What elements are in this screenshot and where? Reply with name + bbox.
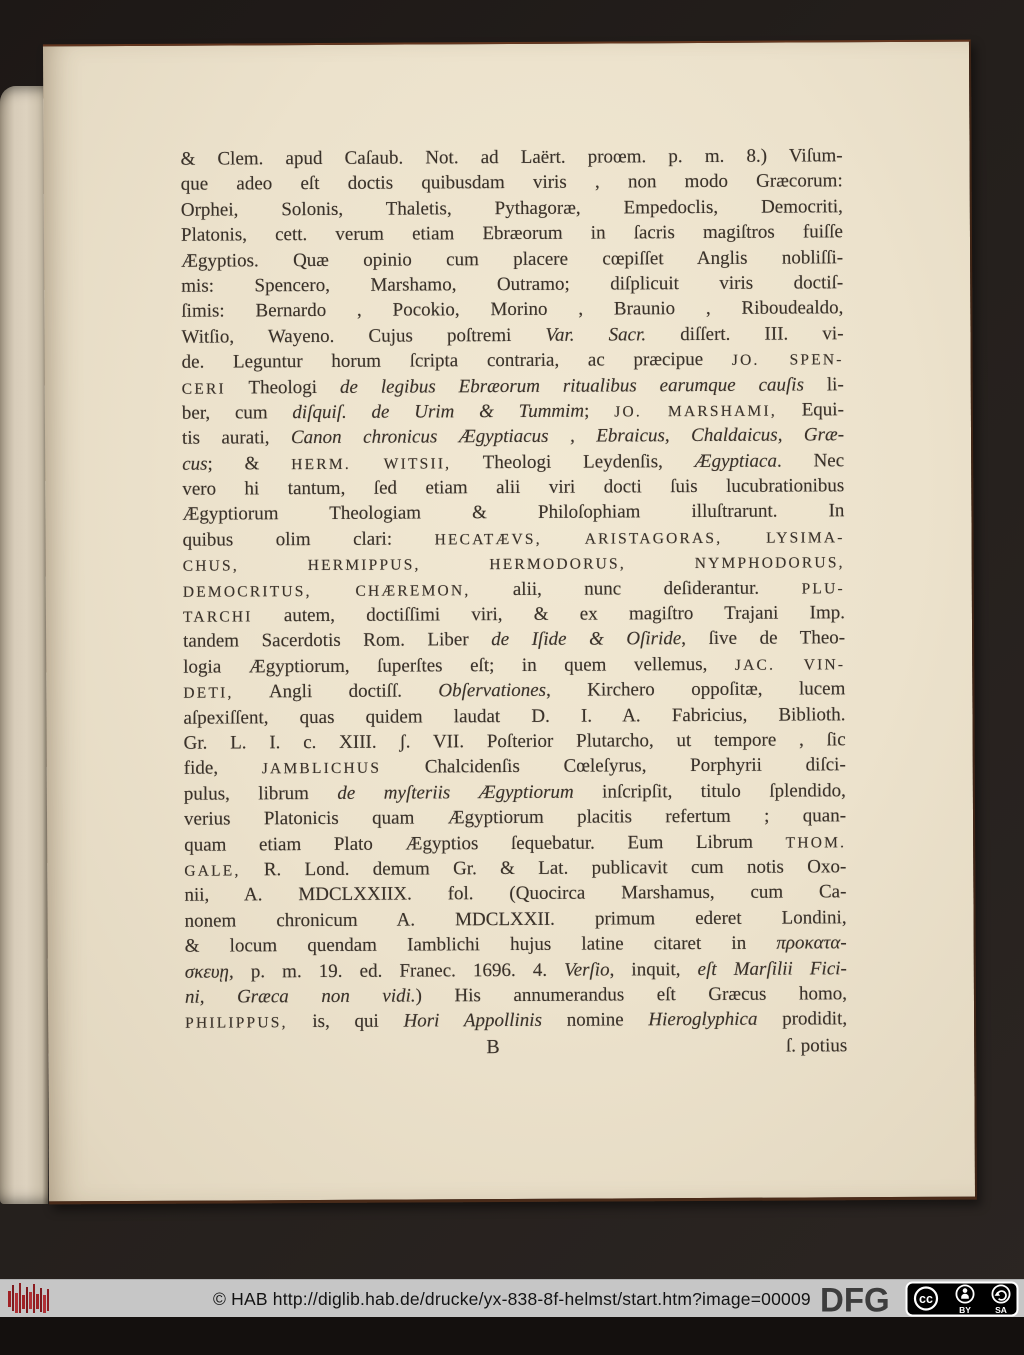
text-line: pulus, librum de myſteriis Ægyptiorum inſcripſit, titulo ſplendido,	[183, 780, 846, 805]
text-line: mis: Spencero, Marshamo, Outramo; diſplicuit viris doctiſ-	[181, 272, 844, 297]
text-line: de. Leguntur horum ſcripta contraria, ac præcipue JO. SPEN-	[181, 348, 844, 373]
text-line: quibus olim clari: HECATÆVS, ARISTAGORAS, LYSIMA-	[182, 528, 845, 551]
signature-line	[185, 1033, 847, 1063]
svg-text:cc: cc	[919, 1292, 933, 1306]
text-line: Orphei, Solonis, Thaletis, Pythagoræ, Empedoclis, Democriti,	[180, 196, 843, 221]
text-line: Witſio, Wayeno. Cujus poſtremi Var. Sacr. diſſert. III. vi-	[181, 322, 844, 348]
text-line: quam etiam Plato Ægyptios ſequebatur. Eum Librum THOM.	[184, 831, 847, 856]
cc-by-sa-license-badge[interactable]	[905, 1281, 1019, 1317]
text-line: aſpexiſſent, quas quidem laudat D. I. A. Fabricius, Biblioth.	[183, 703, 846, 729]
text-line: verius Platonicis quam Ægyptiorum placitis refertum ; quan-	[183, 805, 847, 830]
text-line: Ægyptios. Quæ opinio cum placere cœpiſſet Anglis nobliſſi-	[181, 246, 844, 272]
text-line: ber, cum diſquiſ. de Urim & Tummim; JO. MARSHAMI, Equi-	[181, 399, 844, 424]
hab-logo-icon[interactable]	[7, 1283, 53, 1315]
text-line: PHILIPPUS, is, qui Hori Appollinis nomine Hieroglyphica prodidit,	[185, 1008, 848, 1033]
text-line: que adeo eſt doctis quibusdam viris , non modo Græcorum:	[180, 170, 843, 196]
by-label: BY	[959, 1305, 971, 1315]
text-line: Gr. L. I. c. XIII. ʃ. VII. Poſterior Plutarcho, ut tempore , ſic	[183, 729, 846, 754]
text-line: fide, JAMBLICHUS Chalcidenſis Cœleſyrus, Porphyrii diſci-	[183, 754, 846, 780]
text-line: nii, A. MDCLXXIIX. fol. (Quocirca Marshamus, cum Ca-	[184, 881, 847, 907]
text-line: CHUS, HERMIPPUS, HERMODORUS, NYMPHODORUS,	[182, 554, 845, 575]
text-line: & locum quendam Iamblichi hujus latine citaret in προκατα-	[184, 932, 847, 957]
text-line: tandem Sacerdotis Rom. Liber de Iſide & Oſiride, ſive de Theo-	[183, 627, 846, 653]
text-line: Ægyptiorum Theologiam & Philoſophiam illuſtrarunt. In	[182, 500, 845, 526]
text-line: CERI Theologi de legibus Ebræorum ritualibus earumque cauſis li-	[181, 373, 844, 398]
sa-label: SA	[995, 1305, 1007, 1315]
text-line: σκευῃ, p. m. 19. ed. Franec. 1696. 4. Verſio, inquit, eſt Marſilii Fici-	[184, 957, 847, 983]
source-url-text: © HAB http://diglib.hab.de/drucke/yx-838-8f-helmst/start.htm?image=00009	[213, 1289, 811, 1309]
text-block	[181, 143, 848, 1063]
text-line: GALE, R. Lond. demum Gr. & Lat. publicavit cum notis Oxo-	[184, 856, 847, 881]
text-line: tis aurati, Canon chronicus Ægyptiacus , Ebraicus, Chaldaicus, Græ-	[181, 424, 845, 450]
text-line: DETI, Angli doctiſſ. Obſervationes, Kirchero oppoſitæ, lucem	[183, 678, 846, 703]
text-line: nonem chronicum A. MDCLXXII. primum ederet Londini,	[184, 906, 847, 932]
text-line: DEMOCRITUS, CHÆREMON, alii, nunc deſiderantur. PLU-	[182, 577, 845, 601]
signature-letter: B	[486, 1035, 500, 1058]
text-line: ni, Græca non vidi.) His annumerandus eſt Græcus homo,	[184, 983, 848, 1008]
text-line: TARCHI autem, doctiſſimi viri, & ex magiſtro Trajani Imp.	[182, 602, 846, 627]
text-line: logia Ægyptiorum, ſuperſtes eſt; in quem vellemus, JAC. VIN-	[183, 653, 846, 678]
footer-bar	[0, 1279, 1024, 1317]
text-line: ſimis: Bernardo , Pocokio, Morino , Braunio , Riboudealdo,	[181, 297, 844, 323]
dfg-logo[interactable]: DFG	[820, 1279, 890, 1317]
book-page	[43, 40, 977, 1205]
text-line: vero hi tantum, ſed etiam alii viri docti ſuis lucubrationibus	[182, 475, 845, 500]
text-line: Platonis, cett. verum etiam Ebræorum in ſacris magiſtros fuiſſe	[180, 221, 844, 246]
text-line: cus; & HERM. WITSII, Theologi Leydenſis, Ægyptiaca. Nec	[182, 449, 845, 475]
catchword: ſ. potius	[785, 1034, 848, 1057]
text-line: & Clem. apud Caſaub. Not. ad Laërt. proœm. p. m. 8.) Viſum-	[180, 145, 843, 170]
book-fore-edge	[0, 86, 48, 1204]
